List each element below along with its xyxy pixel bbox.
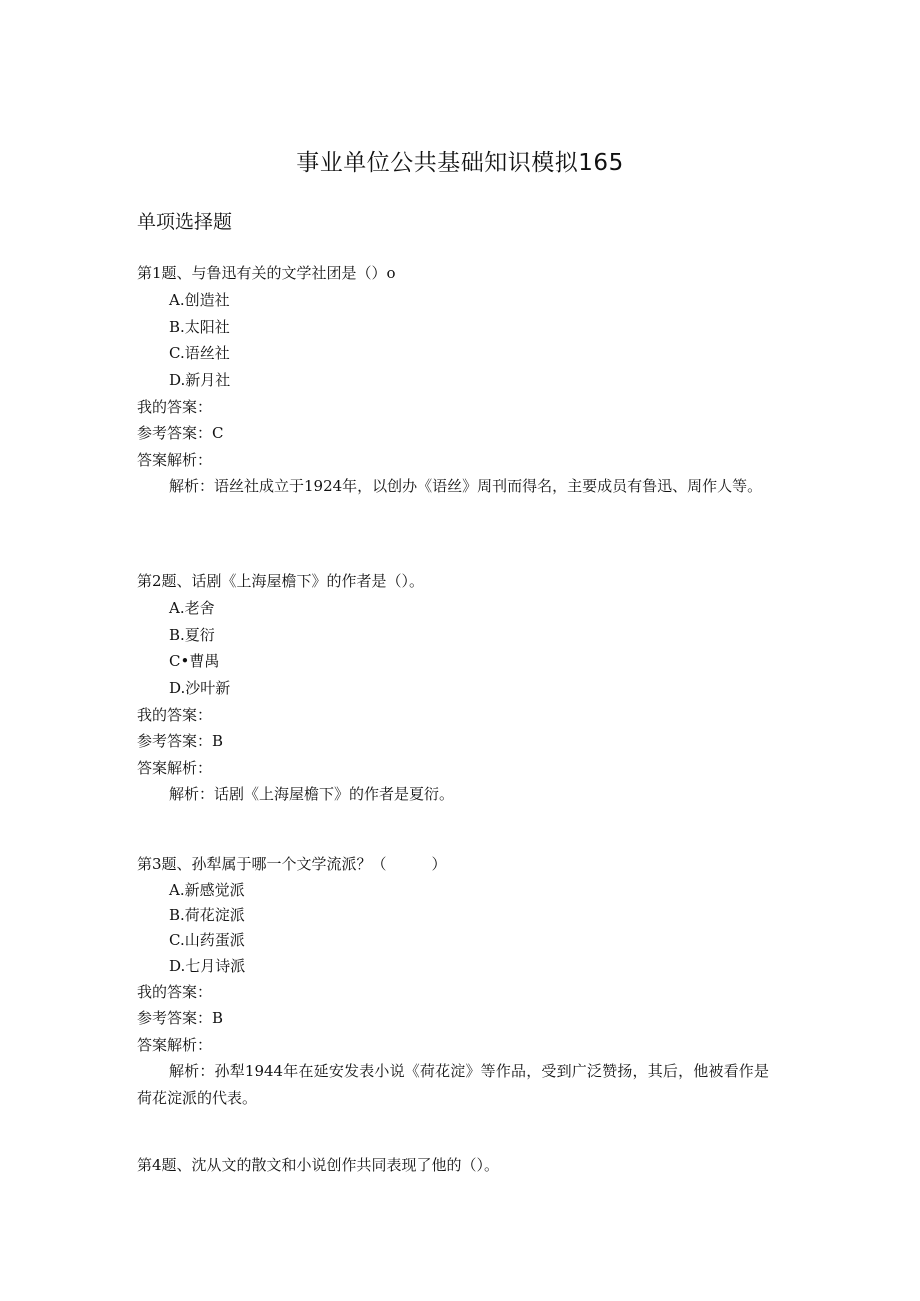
question-stem: 第1题、与鲁迅有关的文学社团是（）o bbox=[137, 264, 396, 282]
my-answer-label: 我的答案： bbox=[137, 982, 213, 1001]
question-stem: 第4题、沈从文的散文和小说创作共同表现了他的（）。 bbox=[137, 1156, 500, 1174]
question-2 bbox=[137, 568, 777, 808]
option-c: C.山药蛋派 bbox=[169, 931, 245, 950]
option-d: D.七月诗派 bbox=[169, 956, 246, 975]
option-list bbox=[137, 595, 777, 702]
analysis-text: 解析：孙犁1944年在延安发表小说《荷花淀》等作品，受到广泛赞扬，其后，他被看作是荷花淀派的代表。 bbox=[137, 1062, 769, 1107]
my-answer-label: 我的答案： bbox=[137, 705, 213, 724]
question-stem: 第3题、孙犁属于哪一个文学流派？（ ） bbox=[137, 855, 447, 873]
analysis-label: 答案解析： bbox=[137, 450, 213, 469]
analysis-label: 答案解析： bbox=[137, 758, 213, 777]
question-1 bbox=[137, 260, 777, 500]
reference-answer: 参考答案：B bbox=[137, 1009, 224, 1028]
option-d: D.新月社 bbox=[169, 371, 231, 390]
question-stem: 第2题、话剧《上海屋檐下》的作者是（）。 bbox=[137, 572, 425, 590]
analysis-text: 解析：语丝社成立于1924年，以创办《语丝》周刊而得名，主要成员有鲁迅、周作人等。 bbox=[169, 477, 763, 496]
reference-answer: 参考答案：B bbox=[137, 732, 224, 751]
option-b: B.夏衍 bbox=[169, 625, 215, 644]
option-b: B.太阳社 bbox=[169, 317, 230, 336]
option-c: C.语丝社 bbox=[169, 344, 230, 363]
option-a: A.创造社 bbox=[169, 291, 230, 309]
my-answer-label: 我的答案： bbox=[137, 397, 213, 416]
option-a: A.新感觉派 bbox=[169, 881, 245, 899]
analysis-label: 答案解析： bbox=[137, 1035, 213, 1054]
question-3 bbox=[137, 851, 777, 1111]
document-title: 事业单位公共基础知识模拟165 bbox=[296, 150, 624, 176]
option-b: B.荷花淀派 bbox=[169, 906, 245, 925]
option-d: D.沙叶新 bbox=[169, 679, 231, 698]
option-c: C•曹禺 bbox=[169, 652, 220, 671]
question-4 bbox=[137, 1152, 777, 1179]
option-list bbox=[137, 878, 777, 979]
analysis-text: 解析：话剧《上海屋檐下》的作者是夏衍。 bbox=[169, 785, 455, 804]
reference-answer: 参考答案：C bbox=[137, 424, 224, 443]
option-a: A.老舍 bbox=[169, 599, 215, 617]
section-title: 单项选择题 bbox=[137, 211, 233, 233]
option-list bbox=[137, 287, 777, 394]
